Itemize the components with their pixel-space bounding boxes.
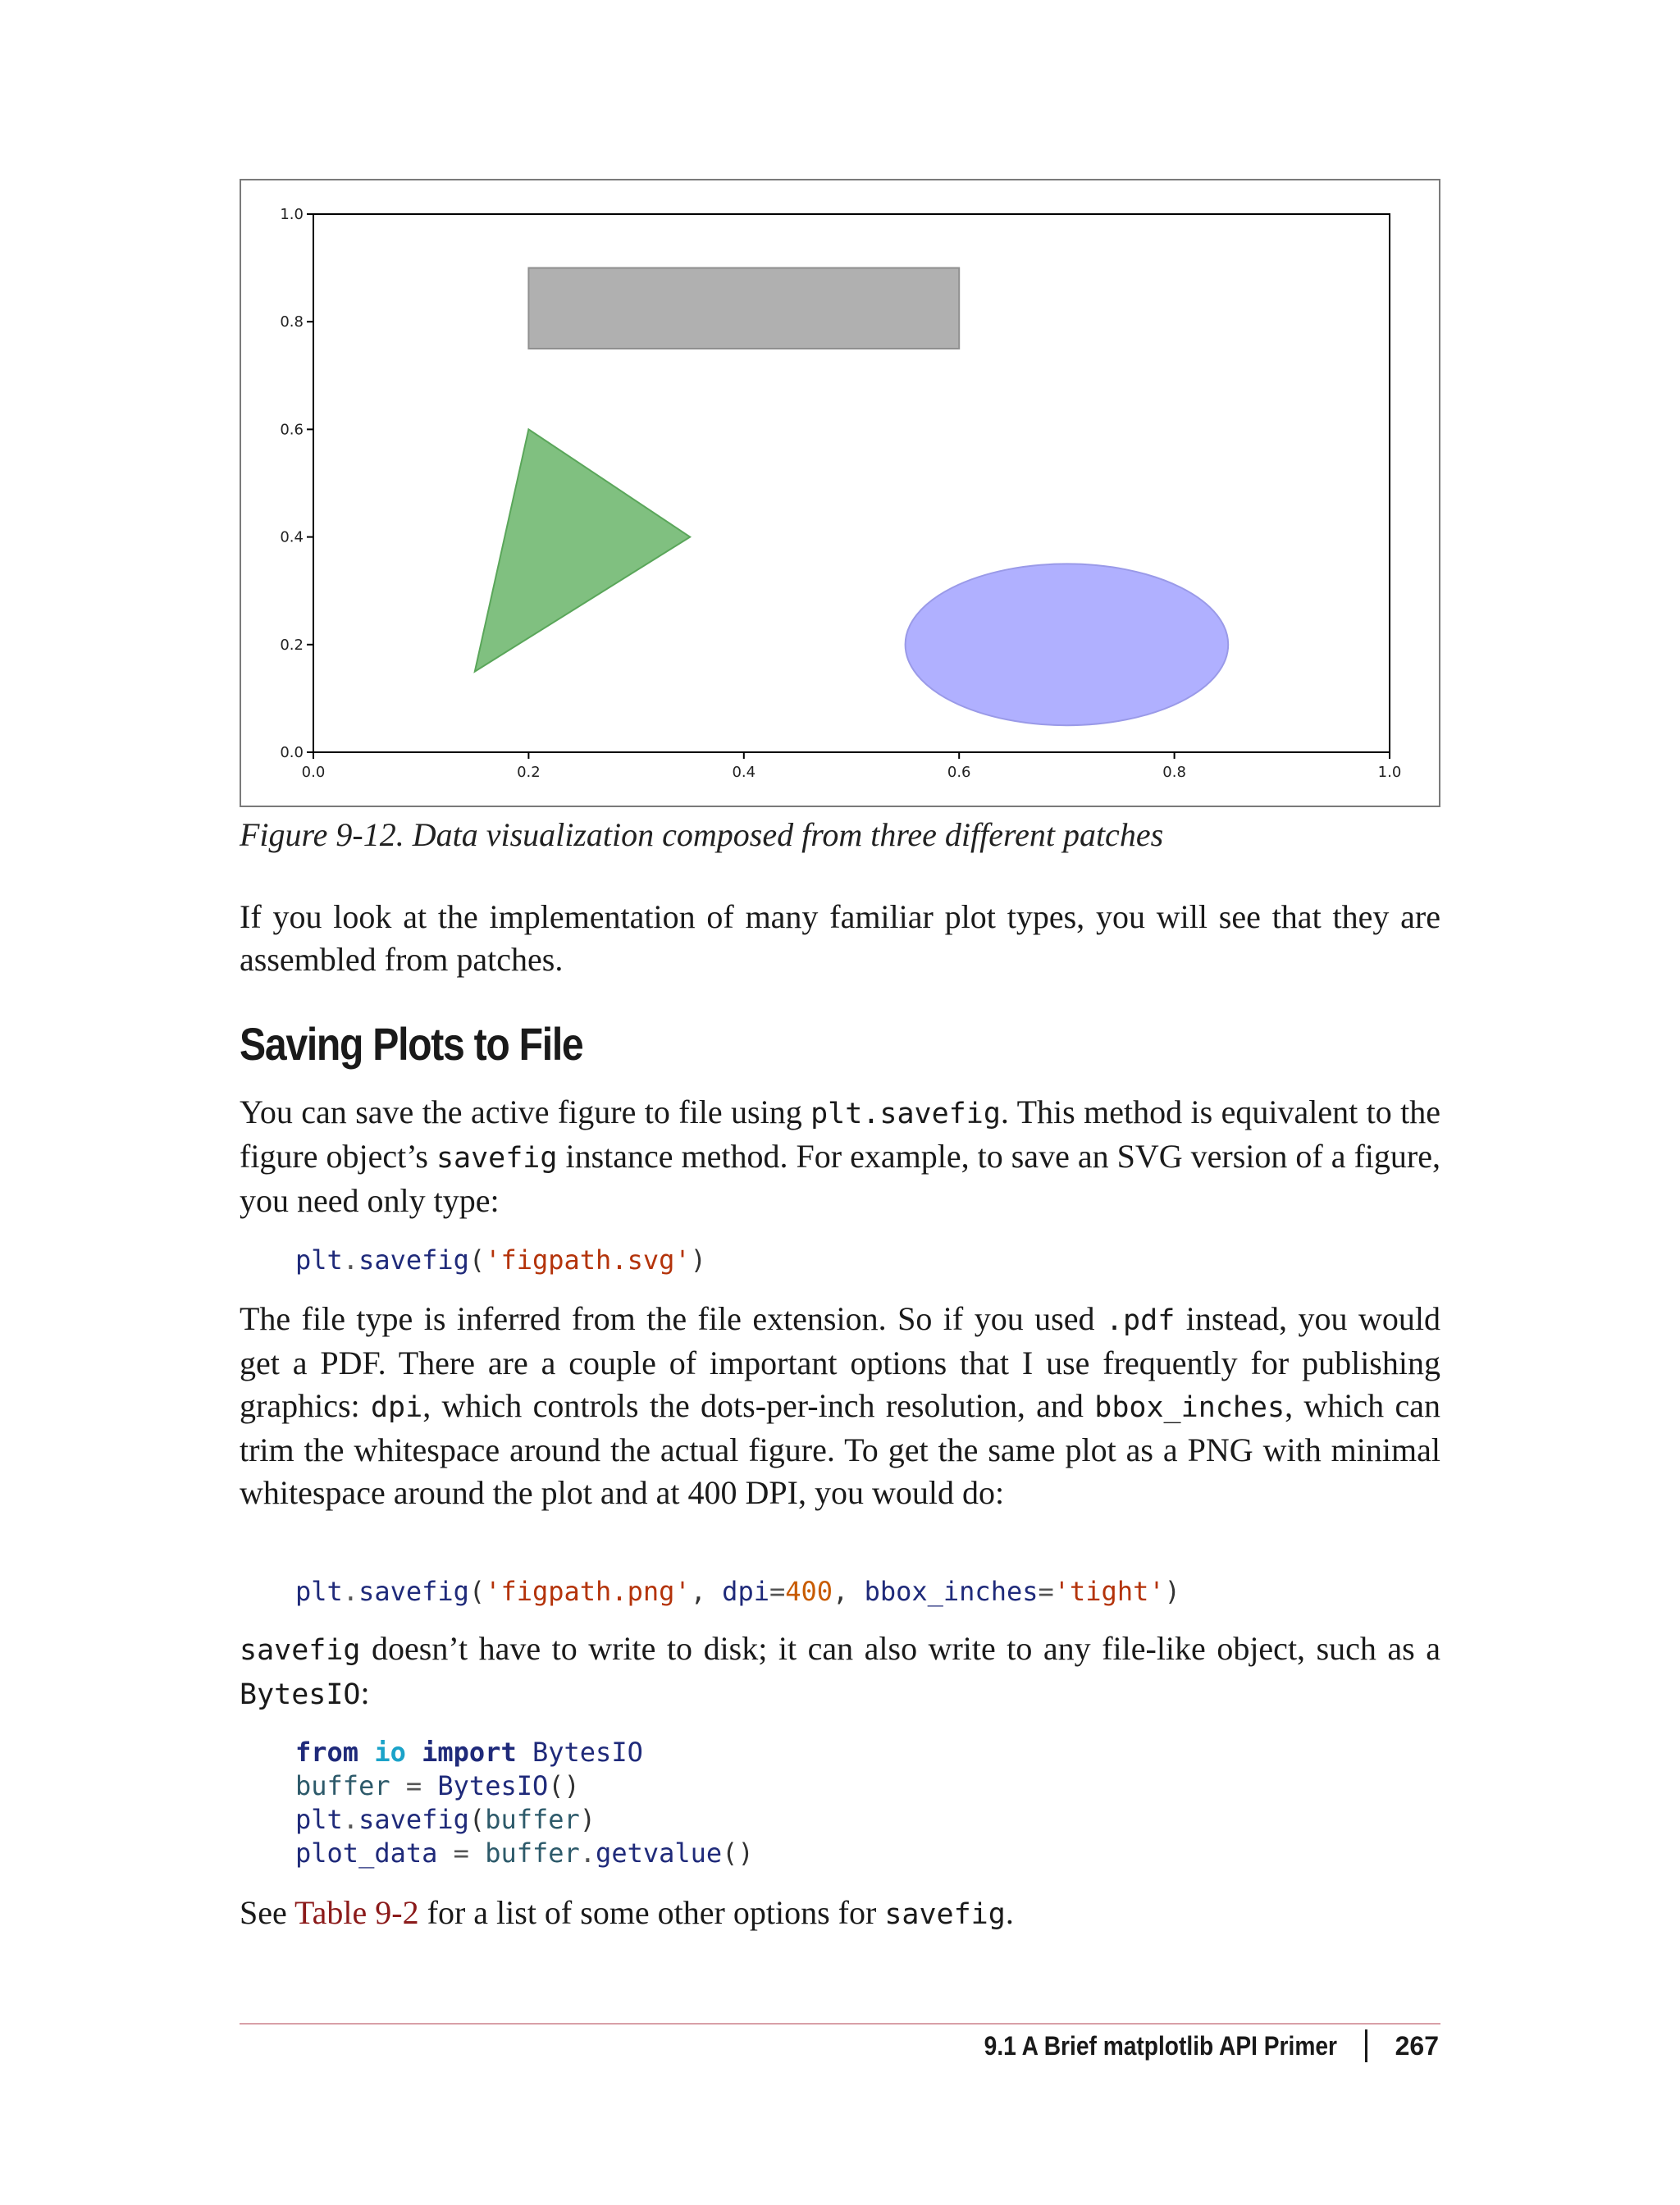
triangle-patch: [475, 429, 690, 671]
code-token: =: [390, 1770, 438, 1801]
code-token: =: [437, 1838, 486, 1869]
code-token: savefig: [358, 1804, 469, 1835]
text: , which can trim the whitespace around the actual figure. To get the same plot as a PNG with minimal whitespace around the plot and at 400 DPI, you would do:: [240, 1387, 1441, 1511]
code-token: .: [342, 1804, 359, 1835]
rectangle-patch: [528, 268, 959, 349]
code-token: plt: [295, 1804, 343, 1835]
inline-code: savefig: [436, 1142, 558, 1175]
code-token: ,: [690, 1576, 723, 1607]
code-token: bbox_inches: [864, 1576, 1039, 1607]
text: The file type is inferred from the file extension. So if you used: [240, 1300, 1106, 1337]
code-token: ,: [833, 1576, 865, 1607]
code-token: plt: [295, 1244, 343, 1276]
figure-frame: [240, 179, 1440, 807]
code-token: plt: [295, 1576, 343, 1607]
code-token: BytesIO: [532, 1737, 643, 1768]
inline-code: plt.savefig: [810, 1098, 1001, 1130]
code-token: buffer: [485, 1838, 580, 1869]
code-token: 'figpath.svg': [485, 1244, 691, 1276]
code-token: 'tight': [1053, 1576, 1165, 1607]
code-block-bytesio: [295, 1736, 754, 1870]
code-token: 'figpath.png': [485, 1576, 691, 1607]
text: for a list of some other options for: [418, 1894, 885, 1931]
code-token: dpi: [722, 1576, 769, 1607]
text: .: [1005, 1894, 1014, 1931]
code-token: 400: [785, 1576, 833, 1607]
code-block-svg: [295, 1244, 706, 1277]
figure-caption: Figure 9-12. Data visualization composed from three different patches: [240, 816, 1164, 853]
page-footer: [936, 2029, 1439, 2062]
y-tick-label: 0.6: [280, 421, 304, 439]
code-token: .: [579, 1838, 596, 1869]
code-token: (): [548, 1770, 580, 1801]
code-block-png: [295, 1575, 1180, 1609]
text: , which controls the dots-per-inch resolution, and: [422, 1387, 1095, 1424]
text: See: [240, 1894, 295, 1931]
code-token: savefig: [358, 1244, 469, 1276]
x-tick-label: 0.4: [732, 764, 756, 781]
inline-code: bbox_inches: [1094, 1391, 1285, 1424]
code-token: plot_data: [295, 1838, 438, 1869]
text: :: [360, 1674, 370, 1711]
code-token: =: [769, 1576, 786, 1607]
x-tick-label: 0.6: [947, 764, 971, 781]
footer-section-title: 9.1 A Brief matplotlib API Primer: [984, 2030, 1337, 2061]
text: instead, you would get a PDF. There are a couple of important options that I use frequently for publishing graphics:: [240, 1300, 1440, 1424]
code-token: buffer: [485, 1804, 580, 1835]
code-token: import: [422, 1737, 517, 1768]
text: You can save the active figure to file using: [240, 1093, 811, 1130]
code-token: getvalue: [596, 1838, 723, 1869]
circle-patch: [906, 564, 1229, 725]
code-token: from: [295, 1737, 359, 1768]
paragraph-savefig-intro: [240, 1091, 1440, 1222]
code-token: (: [468, 1244, 486, 1276]
paragraph-patches: If you look at the implementation of many familiar plot types, you will see that they are assembled from patches.: [240, 898, 1440, 978]
code-token: ): [579, 1804, 596, 1835]
inline-code: .pdf: [1105, 1304, 1176, 1337]
inline-code: BytesIO: [240, 1678, 361, 1711]
text: doesn’t have to write to disk; it can also write to any file-like object, such as a: [360, 1630, 1440, 1667]
paragraph-bytesio: [240, 1628, 1440, 1716]
code-token: (: [468, 1804, 486, 1835]
footer-rule: [240, 2023, 1440, 2025]
code-token: ): [690, 1244, 706, 1276]
code-token: buffer: [295, 1770, 390, 1801]
inline-code: dpi: [370, 1391, 423, 1424]
code-token: BytesIO: [437, 1770, 549, 1801]
text: instance method. For example, to save an SVG version of a figure, you need only type:: [240, 1138, 1441, 1219]
inline-code: savefig: [884, 1898, 1006, 1931]
x-tick-label: 1.0: [1377, 764, 1402, 781]
inline-code: savefig: [240, 1634, 361, 1667]
paragraph-options: [240, 1298, 1440, 1514]
y-tick-label: 1.0: [280, 206, 304, 223]
y-tick-label: 0.8: [280, 313, 304, 331]
x-tick-label: 0.2: [517, 764, 541, 781]
x-tick-label: 0.8: [1162, 764, 1186, 781]
code-token: io: [374, 1737, 406, 1768]
code-token: savefig: [358, 1576, 469, 1607]
code-token: ): [1164, 1576, 1180, 1607]
code-token: .: [342, 1244, 359, 1276]
y-tick-label: 0.2: [280, 636, 304, 654]
code-token: (: [468, 1576, 486, 1607]
y-tick-label: 0.0: [280, 744, 304, 761]
patches-plot: [241, 180, 1439, 806]
table-link[interactable]: Table 9-2: [294, 1894, 419, 1931]
page-number: 267: [1395, 2030, 1439, 2061]
code-token: (): [722, 1838, 754, 1869]
code-token: =: [1038, 1576, 1054, 1607]
y-tick-label: 0.4: [280, 528, 304, 546]
section-heading: Saving Plots to File: [240, 1018, 583, 1070]
text: . This method is equivalent to the figure object’s: [240, 1093, 1440, 1175]
code-token: .: [342, 1576, 359, 1607]
x-tick-label: 0.0: [301, 764, 326, 781]
footer-separator: [1365, 2029, 1367, 2062]
paragraph-see-table: [240, 1892, 1440, 1936]
